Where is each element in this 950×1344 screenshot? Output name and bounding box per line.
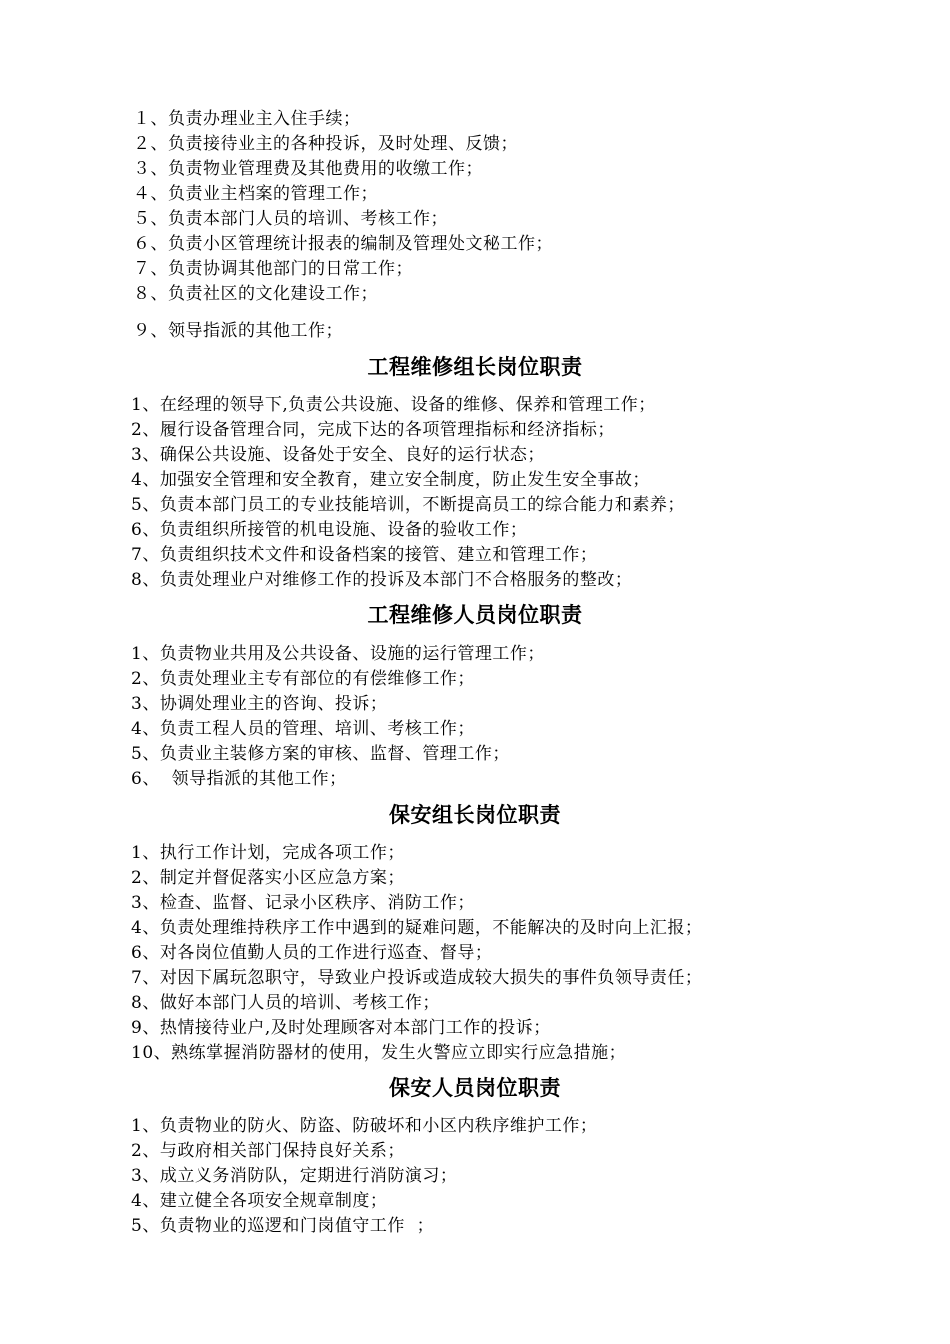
section-title: 保安人员岗位职责 [389, 1076, 561, 1100]
list-item: ３、负责物业管理费及其他费用的收缴工作； [133, 159, 483, 179]
list-item: 1、负责物业共用及公共设备、设施的运行管理工作； [131, 644, 545, 664]
list-item: ８、负责社区的文化建设工作； [133, 284, 378, 304]
list-item: 1、在经理的领导下,负责公共设施、设备的维修、保养和管理工作； [131, 395, 656, 415]
section-title: 保安组长岗位职责 [389, 803, 561, 827]
list-item: ４、负责业主档案的管理工作； [133, 184, 378, 204]
list-item: 6、对各岗位值勤人员的工作进行巡查、督导； [131, 943, 493, 963]
list-item: 7、负责组织技术文件和设备档案的接管、建立和管理工作； [131, 545, 598, 565]
list-item: 3、确保公共设施、设备处于安全、良好的运行状态； [131, 445, 545, 465]
list-item: ５、负责本部门人员的培训、考核工作； [133, 209, 448, 229]
list-item: 8、负责处理业户对维修工作的投诉及本部门不合格服务的整改； [131, 570, 633, 590]
list-item: 3、协调处理业主的咨询、投诉； [131, 694, 388, 714]
list-item: 2、制定并督促落实小区应急方案； [131, 868, 405, 888]
list-item: １、负责办理业主入住手续； [133, 109, 361, 129]
list-item: ２、负责接待业主的各种投诉，及时处理、反馈； [133, 134, 518, 154]
section-title: 工程维修组长岗位职责 [367, 355, 583, 379]
list-item: 8、做好本部门人员的培训、考核工作； [131, 993, 440, 1013]
list-item: 4、负责处理维持秩序工作中遇到的疑难问题，不能解决的及时向上汇报； [131, 918, 703, 938]
list-item: 1、执行工作计划，完成各项工作； [131, 843, 405, 863]
list-item: 9、热情接待业户,及时处理顾客对本部门工作的投诉； [131, 1018, 551, 1038]
list-item: 5、负责物业的巡逻和门岗值守工作 ； [131, 1216, 435, 1236]
list-item: ６、负责小区管理统计报表的编制及管理处文秘工作； [133, 234, 553, 254]
list-item: 3、检查、监督、记录小区秩序、消防工作； [131, 893, 475, 913]
list-item: 5、负责本部门员工的专业技能培训，不断提高员工的综合能力和素养； [131, 495, 685, 515]
list-item: 2、履行设备管理合同，完成下达的各项管理指标和经济指标； [131, 420, 615, 440]
list-item: 6、 领导指派的其他工作； [131, 769, 347, 789]
list-item: 7、对因下属玩忽职守，导致业户投诉或造成较大损失的事件负领导责任； [131, 968, 703, 988]
list-item: 4、加强安全管理和安全教育，建立安全制度，防止发生安全事故； [131, 470, 650, 490]
list-item: 4、建立健全各项安全规章制度； [131, 1191, 388, 1211]
list-item: 5、负责业主装修方案的审核、监督、管理工作； [131, 744, 510, 764]
list-item: 3、成立义务消防队，定期进行消防演习； [131, 1166, 458, 1186]
list-item: ７、负责协调其他部门的日常工作； [133, 259, 413, 279]
list-item: 1、负责物业的防火、防盗、防破坏和小区内秩序维护工作； [131, 1116, 598, 1136]
list-item: 6、负责组织所接管的机电设施、设备的验收工作； [131, 520, 528, 540]
list-item: 4、负责工程人员的管理、培训、考核工作； [131, 719, 475, 739]
list-item: 2、与政府相关部门保持良好关系； [131, 1141, 405, 1161]
list-item: 2、负责处理业主专有部位的有偿维修工作； [131, 669, 475, 689]
list-item: ９、领导指派的其他工作； [133, 321, 343, 341]
section-title: 工程维修人员岗位职责 [367, 603, 583, 627]
list-item: 10、熟练掌握消防器材的使用，发生火警应立即实行应急措施； [131, 1043, 627, 1063]
